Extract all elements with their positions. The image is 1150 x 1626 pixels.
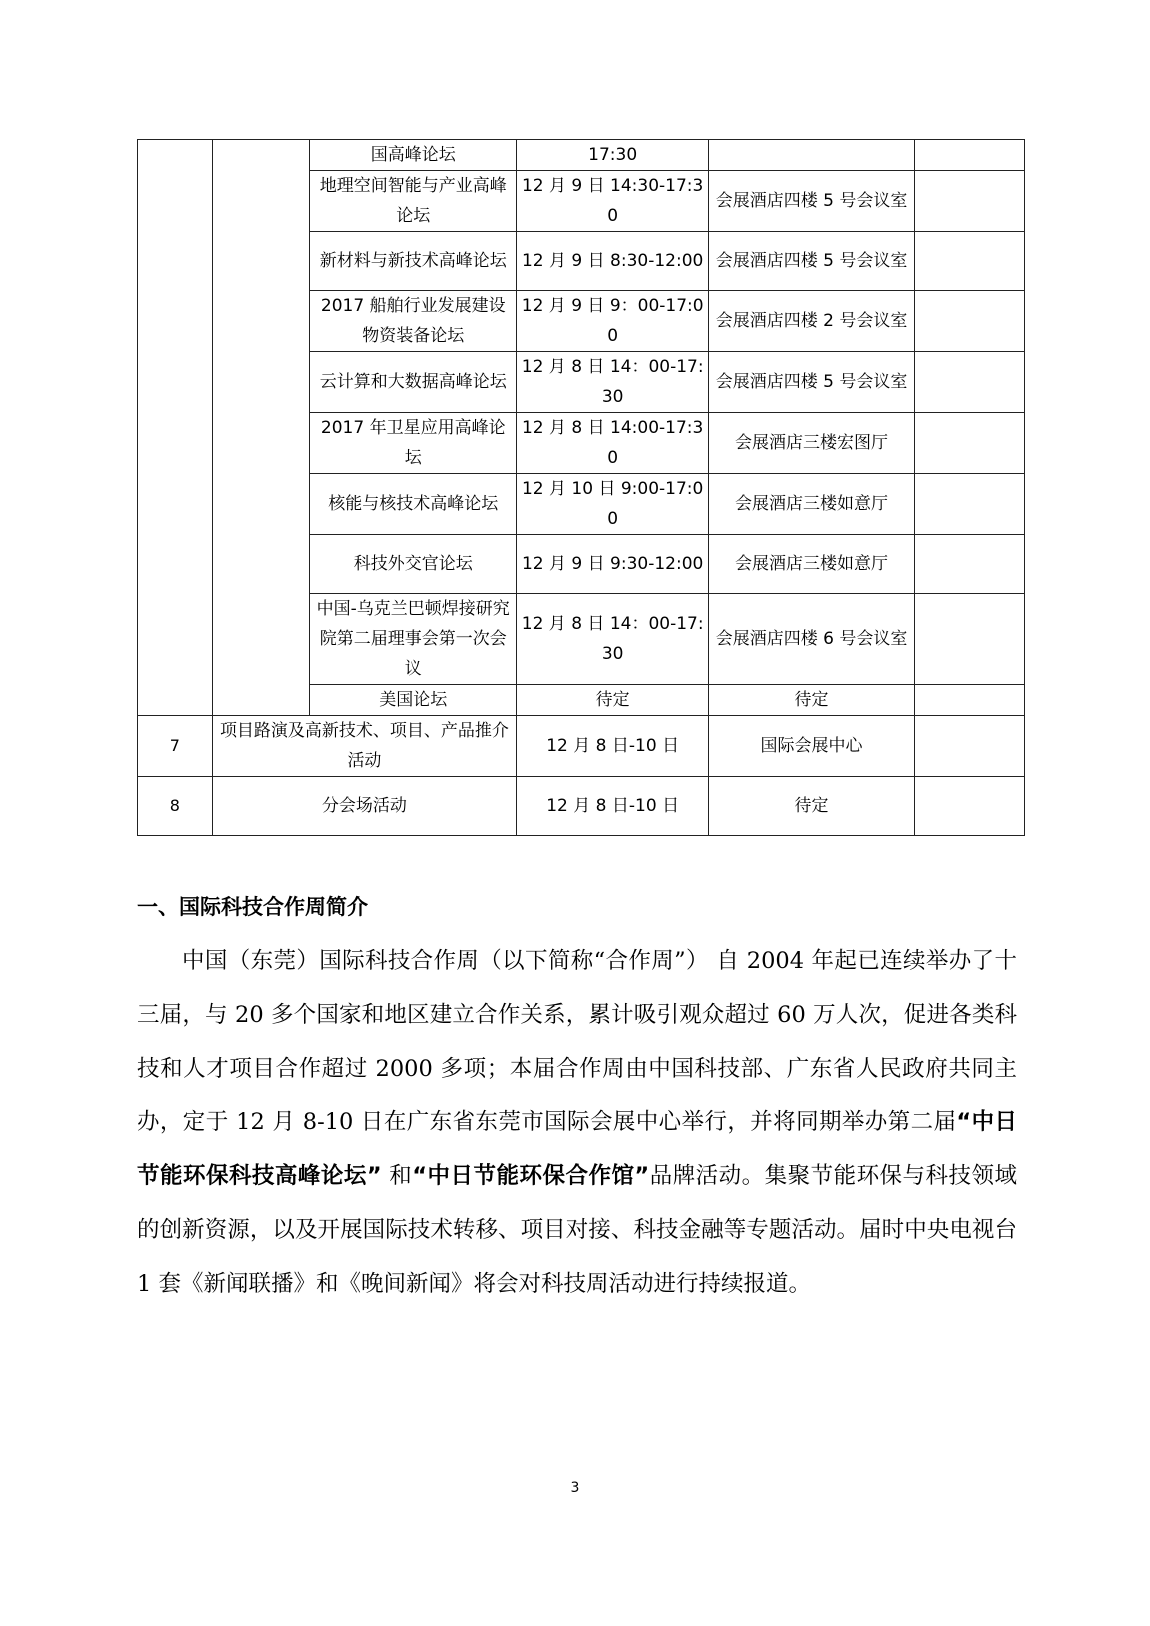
forum-place-cell (709, 140, 915, 171)
schedule-table (137, 139, 1025, 836)
remark-cell (914, 352, 1024, 413)
page-number: 3 (570, 1480, 580, 1496)
forum-place-cell: 会展酒店三楼如意厅 (709, 474, 915, 535)
section-heading: 一、国际科技合作周简介 (137, 895, 368, 919)
forum-name-cell: 新材料与新技术高峰论坛 (310, 232, 517, 291)
intro-text: 和 (381, 1163, 413, 1190)
activity-name-cell: 分会场活动 (212, 777, 516, 836)
forum-name-cell: 科技外交官论坛 (310, 535, 517, 594)
forum-time-cell: 12 月 9 日 8:30-12:00 (517, 232, 709, 291)
activity-place-cell: 国际会展中心 (709, 716, 915, 777)
forum-name-cell: 美国论坛 (310, 685, 517, 716)
activity-number-cell: 8 (138, 777, 213, 836)
table-row (138, 716, 1025, 777)
table-row (138, 140, 1025, 171)
activity-time-cell: 12 月 8 日-10 日 (517, 777, 709, 836)
forum-name-cell: 地理空间智能与产业高峰论坛 (310, 171, 517, 232)
forum-place-cell: 会展酒店三楼如意厅 (709, 535, 915, 594)
remark-cell (914, 474, 1024, 535)
forum-place-cell: 会展酒店四楼 5 号会议室 (709, 232, 915, 291)
forum-place-cell: 会展酒店四楼 5 号会议室 (709, 171, 915, 232)
forum-time-cell: 12 月 8 日 14：00-17:30 (517, 352, 709, 413)
forum-time-cell: 12 月 10 日 9:00-17:00 (517, 474, 709, 535)
group-category-cell (212, 140, 310, 716)
forum-time-cell: 12 月 8 日 14：00-17:30 (517, 594, 709, 685)
forum-time-cell: 17:30 (517, 140, 709, 171)
intro-highlight: “中日节能环保科技高峰论坛” (137, 1109, 1017, 1190)
intro-highlight: “中日节能环保合作馆” (412, 1163, 650, 1190)
remark-cell (914, 716, 1024, 777)
forum-place-cell: 待定 (709, 685, 915, 716)
intro-text: 品牌活动。集聚节能环保与科技领域的创新资源，以及开展国际技术转移、项目对接、科技金融等专题活动。届时中央电视台 1 套《新闻联播》和《晚间新闻》将会对科技周活动进行持续报道。 (137, 1163, 1017, 1297)
forum-name-cell: 2017 年卫星应用高峰论坛 (310, 413, 517, 474)
remark-cell (914, 685, 1024, 716)
forum-time-cell: 12 月 9 日 14:30-17:30 (517, 171, 709, 232)
remark-cell (914, 291, 1024, 352)
forum-place-cell: 会展酒店四楼 5 号会议室 (709, 352, 915, 413)
forum-time-cell: 待定 (517, 685, 709, 716)
forum-name-cell: 中国-乌克兰巴顿焊接研究院第二届理事会第一次会议 (310, 594, 517, 685)
forum-place-cell: 会展酒店三楼宏图厅 (709, 413, 915, 474)
forum-time-cell: 12 月 9 日 9：00-17:00 (517, 291, 709, 352)
forum-name-cell: 云计算和大数据高峰论坛 (310, 352, 517, 413)
intro-paragraph (137, 935, 1017, 1312)
forum-time-cell: 12 月 8 日 14:00-17:30 (517, 413, 709, 474)
remark-cell (914, 413, 1024, 474)
remark-cell (914, 594, 1024, 685)
remark-cell (914, 777, 1024, 836)
activity-time-cell: 12 月 8 日-10 日 (517, 716, 709, 777)
forum-name-cell: 2017 船舶行业发展建设物资装备论坛 (310, 291, 517, 352)
forum-place-cell: 会展酒店四楼 6 号会议室 (709, 594, 915, 685)
activity-number-cell: 7 (138, 716, 213, 777)
forum-time-cell: 12 月 9 日 9:30-12:00 (517, 535, 709, 594)
intro-text: 中国（东莞）国际科技合作周（以下简称“合作周”） 自 2004 年起已连续举办了十三届，与 20 多个国家和地区建立合作关系，累计吸引观众超过 60 万人次，促进各类科技和人才项目合作超过 2000 多项；本届合作周由中国科技部、广东省人民政府共同主办，定于 12 月 8-10 日在广东省东莞市国际会展中心举行，并将同期举办第二届 (137, 948, 1017, 1136)
forum-place-cell: 会展酒店四楼 2 号会议室 (709, 291, 915, 352)
forum-name-cell: 核能与核技术高峰论坛 (310, 474, 517, 535)
table-row (138, 777, 1025, 836)
activity-place-cell: 待定 (709, 777, 915, 836)
remark-cell (914, 535, 1024, 594)
remark-cell (914, 140, 1024, 171)
remark-cell (914, 232, 1024, 291)
group-number-cell (138, 140, 213, 716)
remark-cell (914, 171, 1024, 232)
activity-name-cell: 项目路演及高新技术、项目、产品推介活动 (212, 716, 516, 777)
forum-name-cell: 国高峰论坛 (310, 140, 517, 171)
